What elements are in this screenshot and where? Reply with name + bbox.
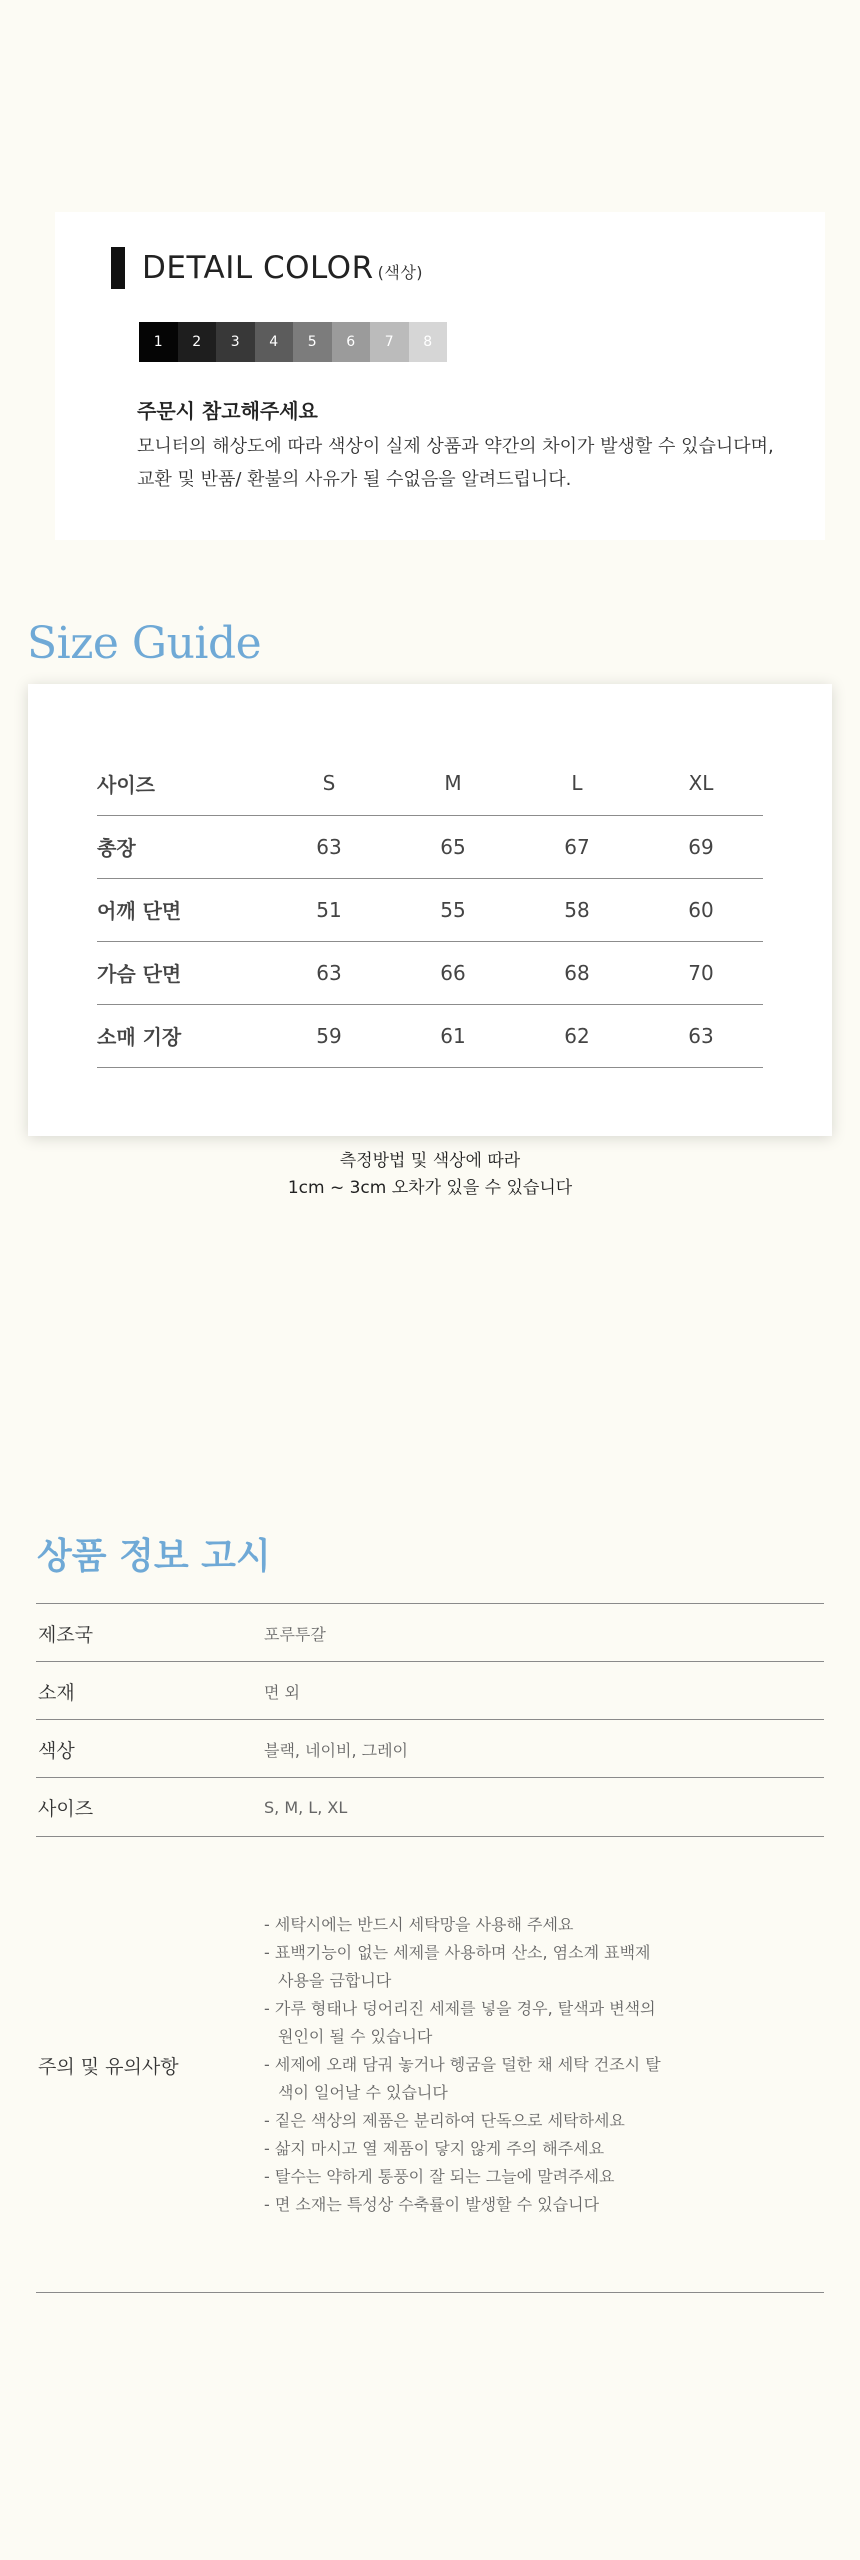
list-item: - 가루 형태나 덩어리진 세제를 넣을 경우, 탈색과 변색의 원인이 될 수 있습니다 xyxy=(264,1999,656,2046)
size-cell: 61 xyxy=(391,1004,515,1067)
list-item: - 세탁시에는 반드시 세탁망을 사용해 주세요 xyxy=(264,1915,574,1934)
size-header-s: S xyxy=(267,752,391,815)
divider xyxy=(36,2292,824,2293)
color-swatch: 7 xyxy=(370,322,409,362)
size-cell: 70 xyxy=(639,941,763,1004)
info-label: 소재 xyxy=(38,1681,75,1704)
info-label: 제조국 xyxy=(38,1623,94,1646)
detail-color-heading: DETAIL COLOR xyxy=(142,250,374,286)
detail-color-card xyxy=(55,212,825,540)
size-cell: 62 xyxy=(515,1004,639,1067)
order-note-title: 주문시 참고해주세요 xyxy=(137,399,318,423)
color-swatch: 8 xyxy=(409,322,448,362)
list-item: - 삶지 마시고 열 제품이 닿지 않게 주의 해주세요 xyxy=(264,2139,605,2158)
size-header-m: M xyxy=(391,752,515,815)
title-accent-bar xyxy=(111,247,125,289)
size-guide-title: Size Guide xyxy=(27,618,262,669)
info-row-care xyxy=(36,1900,824,2230)
size-cell: 63 xyxy=(267,941,391,1004)
size-cell: 55 xyxy=(391,878,515,941)
info-row-material xyxy=(36,1662,824,1720)
detail-color-title xyxy=(142,250,423,286)
size-header-l: L xyxy=(515,752,639,815)
list-item: - 탈수는 약하게 통풍이 잘 되는 그늘에 말려주세요 xyxy=(264,2167,615,2186)
care-instructions-list xyxy=(264,1911,664,2219)
info-value: S, M, L, XL xyxy=(264,1797,348,1817)
size-cell: 69 xyxy=(639,815,763,878)
size-measure-note xyxy=(0,1148,860,1202)
size-row-label: 어깨 단면 xyxy=(97,878,267,941)
info-label: 색상 xyxy=(38,1739,75,1762)
color-swatch: 5 xyxy=(293,322,332,362)
list-item: - 면 소재는 특성상 수축률이 발생할 수 있습니다 xyxy=(264,2195,600,2214)
info-label: 주의 및 유의사항 xyxy=(38,2055,179,2078)
color-swatch: 1 xyxy=(139,322,178,362)
size-table-header xyxy=(97,752,763,815)
color-swatch-strip xyxy=(139,322,447,362)
color-swatch: 2 xyxy=(178,322,217,362)
size-cell: 67 xyxy=(515,815,639,878)
info-value: 블랙, 네이비, 그레이 xyxy=(264,1740,408,1760)
size-cell: 65 xyxy=(391,815,515,878)
color-swatch: 3 xyxy=(216,322,255,362)
info-value: 면 외 xyxy=(264,1682,300,1702)
info-row-color xyxy=(36,1720,824,1778)
color-swatch: 4 xyxy=(255,322,294,362)
order-note-line: 교환 및 반품/ 환불의 사유가 될 수없음을 알려드립니다. xyxy=(137,469,572,490)
size-note-line: 측정방법 및 색상에 따라 xyxy=(339,1151,521,1171)
list-item: - 표백기능이 없는 세제를 사용하며 산소, 염소계 표백제 사용을 금합니다 xyxy=(264,1943,651,1990)
size-header-label: 사이즈 xyxy=(97,752,267,815)
order-note-text xyxy=(137,430,787,496)
size-row-label: 총장 xyxy=(97,815,267,878)
size-cell: 63 xyxy=(639,1004,763,1067)
info-label: 사이즈 xyxy=(38,1797,94,1820)
size-header-xl: XL xyxy=(639,752,763,815)
color-swatch: 6 xyxy=(332,322,371,362)
size-cell: 66 xyxy=(391,941,515,1004)
size-table xyxy=(97,752,763,1068)
size-cell: 60 xyxy=(639,878,763,941)
info-row-origin xyxy=(36,1604,824,1662)
table-row xyxy=(97,1004,763,1067)
info-value: 포루투갈 xyxy=(264,1624,326,1644)
table-row xyxy=(97,878,763,941)
size-cell: 68 xyxy=(515,941,639,1004)
size-note-line: 1cm ~ 3cm 오차가 있을 수 있습니다 xyxy=(287,1178,573,1198)
size-cell: 58 xyxy=(515,878,639,941)
list-item: - 세제에 오래 담궈 놓거나 헹굼을 덜한 채 세탁 건조시 탈색이 일어날 수 있습니다 xyxy=(264,2055,661,2102)
order-note-line: 모니터의 해상도에 따라 색상이 실제 상품과 약간의 차이가 발생할 수 있습니다며, xyxy=(137,436,774,457)
size-row-label: 가슴 단면 xyxy=(97,941,267,1004)
size-cell: 63 xyxy=(267,815,391,878)
size-row-label: 소매 기장 xyxy=(97,1004,267,1067)
size-cell: 51 xyxy=(267,878,391,941)
size-cell: 59 xyxy=(267,1004,391,1067)
product-info-title: 상품 정보 고시 xyxy=(37,1536,271,1577)
list-item: - 짙은 색상의 제품은 분리하여 단독으로 세탁하세요 xyxy=(264,2111,625,2130)
info-row-size xyxy=(36,1778,824,1836)
divider xyxy=(36,1836,824,1837)
detail-color-subtitle: (색상) xyxy=(377,263,424,282)
size-guide-card xyxy=(28,684,832,1136)
table-row xyxy=(97,815,763,878)
table-row xyxy=(97,941,763,1004)
